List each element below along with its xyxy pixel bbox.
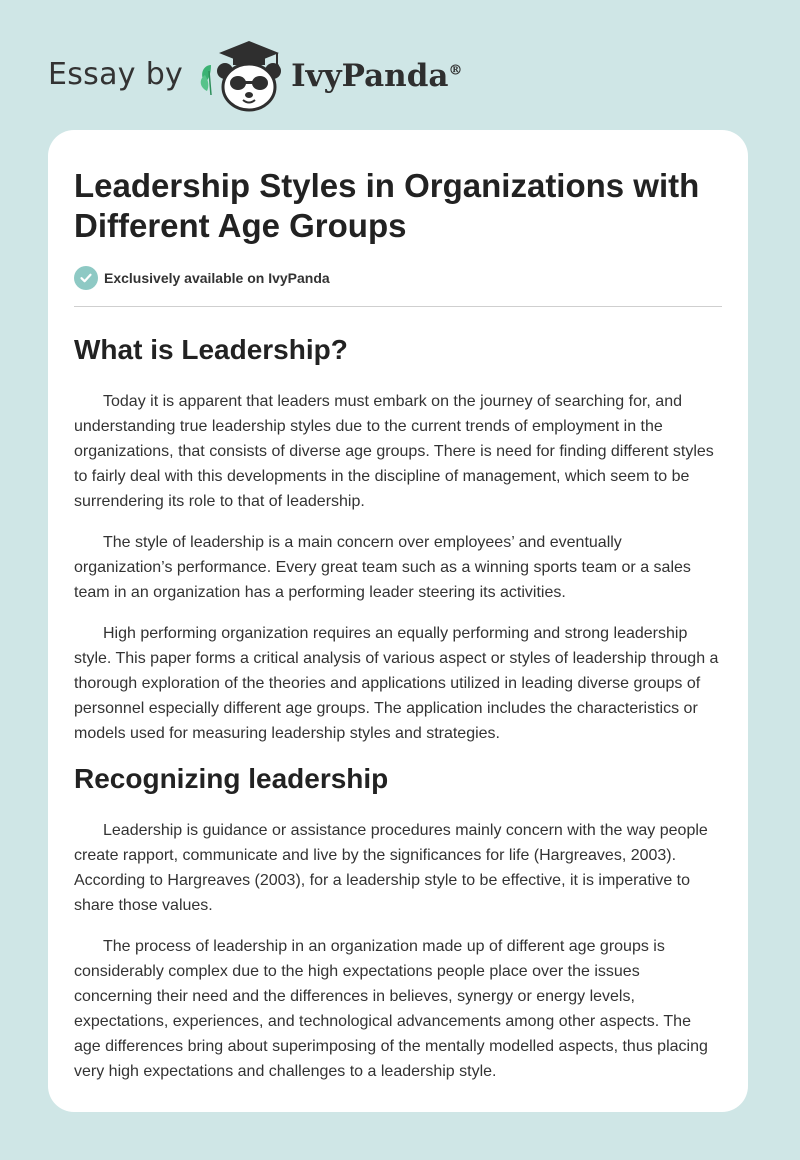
section-heading: What is Leadership? xyxy=(74,334,348,365)
paragraph: The process of leadership in an organization made up of different age groups is considerably complex due to the high expectations people place over the issues concerning their need and the differences in believes, synergy or energy levels, expectations, experiences, and technological advancements among other aspects. The age differences bring about superimposing of the mentally modelled aspects, thus placing very high expectations and challenges to a leadership style. xyxy=(74,938,708,1080)
exclusive-badge xyxy=(74,266,722,290)
essay-by-label: Essay by xyxy=(48,56,184,92)
exclusive-badge-label: Exclusively available on IvyPanda xyxy=(104,270,330,286)
divider xyxy=(74,306,722,307)
paragraph: Today it is apparent that leaders must embark on the journey of searching for, and understanding true leadership styles due to the current trends of employment in the organizations, that consists of diverse age groups. There is need for finding different styles to fairly deal with this developments in the discipline of management, which seem to be surrendering its role to that of leadership. xyxy=(74,393,714,510)
article-card xyxy=(48,130,748,1112)
check-circle-icon xyxy=(74,266,98,290)
section-heading: Recognizing leadership xyxy=(74,763,389,794)
site-header xyxy=(48,34,463,114)
panda-graduate-icon xyxy=(197,35,287,113)
paragraph: High performing organization requires an equally performing and strong leadership style. This paper forms a critical analysis of various aspect or styles of leadership through a thorough exploration of the theories and applications utilized in leading diverse groups of personnel especially different age groups. The application includes the characteristics or models used for measuring leadership styles and strategies. xyxy=(74,625,719,742)
paragraph: The style of leadership is a main concern over employees’ and eventually organization’s performance. Every great team such as a winning sports team or a sales team in an organization has a performing leader steering its activities. xyxy=(74,534,691,601)
page-title: Leadership Styles in Organizations with Different Age Groups xyxy=(74,167,700,244)
paragraph: Leadership is guidance or assistance procedures mainly concern with the way people create rapport, communicate and live by the significances for life (Hargreaves, 2003). According to Hargreaves (2003), for a leadership style to be effective, it is imperative to share those values. xyxy=(74,822,708,914)
brand-logo-text[interactable]: IvyPanda® xyxy=(291,58,463,94)
